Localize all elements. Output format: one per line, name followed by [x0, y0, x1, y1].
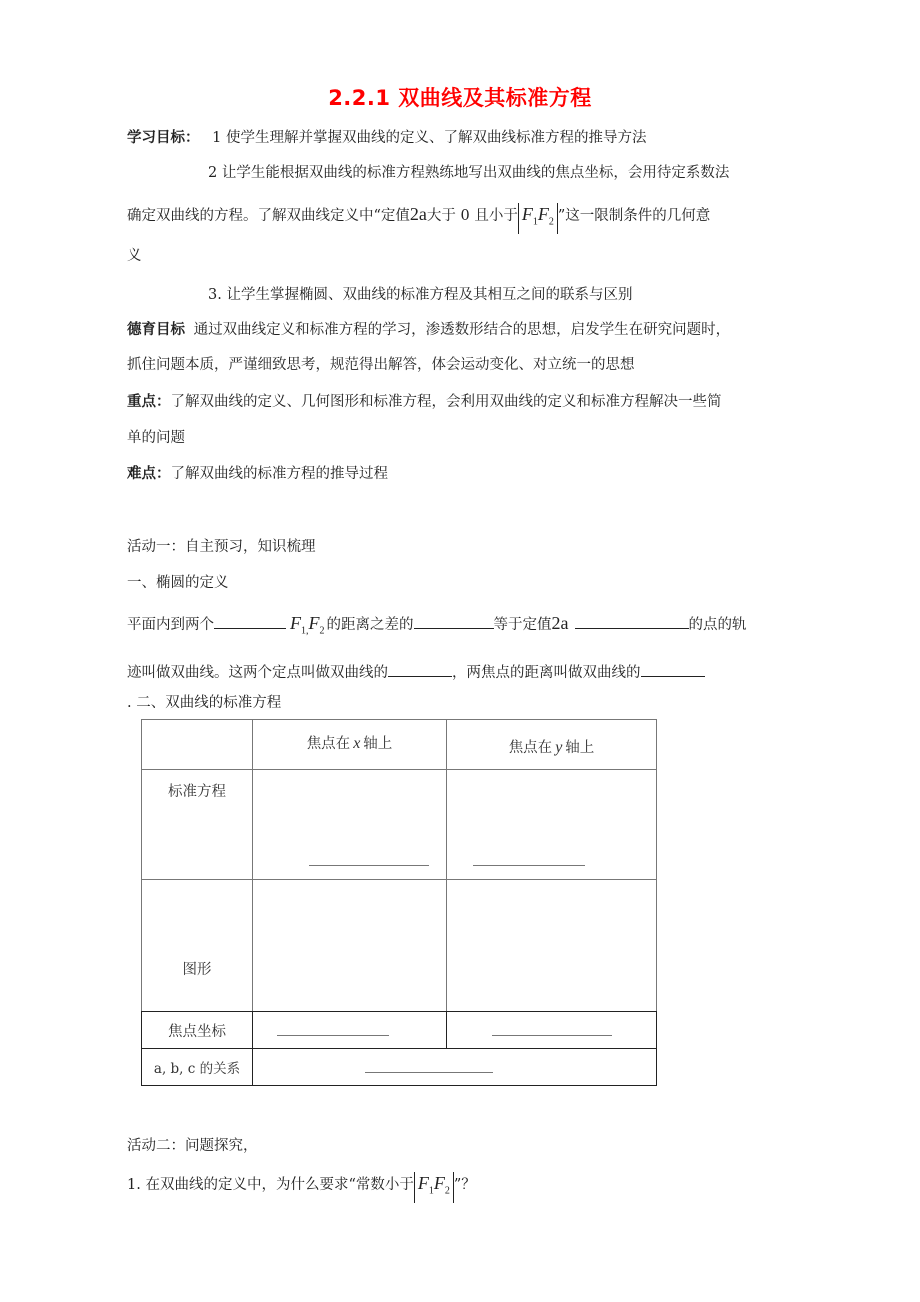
key-points-label: 重点： — [127, 394, 171, 410]
section-1-heading: 一、椭圆的定义 — [127, 575, 229, 591]
cell-equation-y[interactable] — [447, 770, 657, 880]
row-label-focus-coordinates: 焦点坐标 — [142, 1012, 253, 1049]
blank-field-3[interactable] — [575, 612, 689, 629]
header-x-prefix: 焦点在 — [306, 736, 351, 752]
cell-abc-relation[interactable] — [253, 1049, 657, 1086]
activity-2-heading: 活动二：问题探究， — [127, 1138, 258, 1154]
cell-graph-y[interactable] — [447, 880, 657, 1012]
moral-goals-line-2: 抓住问题本质，严谨细致思考，规范得出解答，体会运动变化、对立统一的思想 — [127, 357, 635, 373]
header-y-suffix: 轴上 — [565, 740, 595, 756]
header-y-var: y — [555, 739, 563, 756]
blank-equation-y[interactable] — [473, 865, 585, 866]
header-x-suffix: 轴上 — [363, 736, 393, 752]
def-line2-text-b: ，两焦点的距离叫做双曲线的 — [452, 665, 641, 681]
definition-line-2 — [127, 660, 705, 683]
key-points-line-1 — [127, 392, 722, 412]
definition-line-1 — [127, 612, 747, 642]
def-text-d: 的点的轨 — [688, 617, 747, 633]
learning-goal-2-line-3: 义 — [127, 248, 142, 264]
table-row — [142, 880, 657, 1012]
cell-focus-x[interactable] — [253, 1012, 447, 1049]
math-2a: 2a — [409, 204, 427, 224]
row-label-abc-relation: a, b, c 的关系 — [142, 1049, 253, 1086]
key-points-line-2: 单的问题 — [127, 430, 185, 446]
table-header-x-axis — [253, 720, 447, 770]
cell-graph-x[interactable] — [253, 880, 447, 1012]
question-1-text: 1. 在双曲线的定义中，为什么要求“常数小于 — [127, 1177, 414, 1193]
table-header-row — [142, 720, 657, 770]
document-title: 2.2.1 双曲线及其标准方程 — [328, 86, 592, 110]
question-1 — [127, 1172, 476, 1203]
table-row — [142, 1012, 657, 1049]
def-math-2a — [552, 613, 569, 633]
header-x-var: x — [353, 735, 361, 752]
blank-equation-x[interactable] — [309, 865, 429, 866]
learning-goal-2-line-1: 2 让学生能根据双曲线的标准方程熟练地写出双曲线的焦点坐标，会用待定系数法 — [208, 165, 730, 181]
difficulties-line — [127, 464, 388, 484]
row-label-standard-equation: 标准方程 — [142, 770, 253, 880]
f1-symbol — [290, 613, 325, 637]
f1-subscript: 1, — [301, 625, 309, 637]
learning-goal-1-text: 1 使学生理解并掌握双曲线的定义、了解双曲线标准方程的推导方法 — [212, 130, 647, 146]
def-text-b: 的距离之差的 — [326, 617, 414, 633]
blank-focus-y[interactable] — [492, 1035, 612, 1036]
learning-goal-2-line-2 — [127, 203, 710, 234]
difficulties-label: 难点： — [127, 466, 171, 482]
difficulties-text: 了解双曲线的标准方程的推导过程 — [170, 466, 388, 482]
table-row — [142, 770, 657, 880]
math-2a-def: 2a — [551, 613, 569, 633]
goal-2-text-b: 大于 0 且小于 — [426, 208, 518, 224]
def-line2-text-a: 迹叫做双曲线。这两个定点叫做双曲线的 — [127, 665, 388, 681]
blank-field-2[interactable] — [414, 612, 494, 629]
learning-goals-label: 学习目标： — [127, 130, 200, 146]
learning-goal-1 — [127, 128, 646, 148]
section-2-heading: . 二、双曲线的标准方程 — [127, 695, 282, 711]
cell-equation-x[interactable] — [253, 770, 447, 880]
blank-focus-x[interactable] — [277, 1035, 389, 1036]
blank-field-1[interactable] — [214, 612, 286, 629]
def-text-c: 等于定值 — [493, 617, 552, 633]
activity-1-heading: 活动一：自主预习，知识梳理 — [127, 539, 316, 555]
question-1-end: ”？ — [453, 1177, 476, 1193]
goal-2-text-c: ”这一限制条件的几何意 — [557, 208, 711, 224]
cell-focus-y[interactable] — [447, 1012, 657, 1049]
blank-field-focal-distance[interactable] — [641, 660, 705, 677]
f1-letter: F — [290, 613, 301, 633]
row-label-graph: 图形 — [142, 880, 253, 1012]
header-y-prefix: 焦点在 — [508, 740, 553, 756]
def-text-a: 平面内到两个 — [127, 617, 214, 633]
f2-letter: F — [308, 613, 320, 633]
abs-f1f2-question: $F_1F_2$ — [414, 1172, 454, 1203]
blank-field-foci[interactable] — [388, 660, 452, 677]
key-points-text-1: 了解双曲线的定义、几何图形和标准方程，会利用双曲线的定义和标准方程解决一些简 — [170, 394, 722, 410]
table-row — [142, 1049, 657, 1086]
abs-f1f2: $F_1F_2$ — [518, 203, 558, 234]
f2-subscript: 2 — [319, 625, 325, 637]
goal-2-text-a: 确定双曲线的方程。了解双曲线定义中“定值 — [127, 208, 410, 224]
table-header-empty — [142, 720, 253, 770]
standard-equation-table — [141, 719, 657, 1086]
blank-abc-relation[interactable] — [365, 1072, 493, 1073]
learning-goal-3: 3. 让学生掌握椭圆、双曲线的标准方程及其相互之间的联系与区别 — [208, 287, 633, 303]
goal-2-math-2a — [410, 204, 427, 224]
table-header-y-axis — [447, 720, 657, 770]
moral-goals-text-1: 通过双曲线定义和标准方程的学习，渗透数形结合的思想，启发学生在研究问题时， — [193, 322, 731, 338]
moral-goals-label: 德育目标 — [127, 322, 185, 338]
moral-goals-line-1 — [127, 320, 730, 340]
